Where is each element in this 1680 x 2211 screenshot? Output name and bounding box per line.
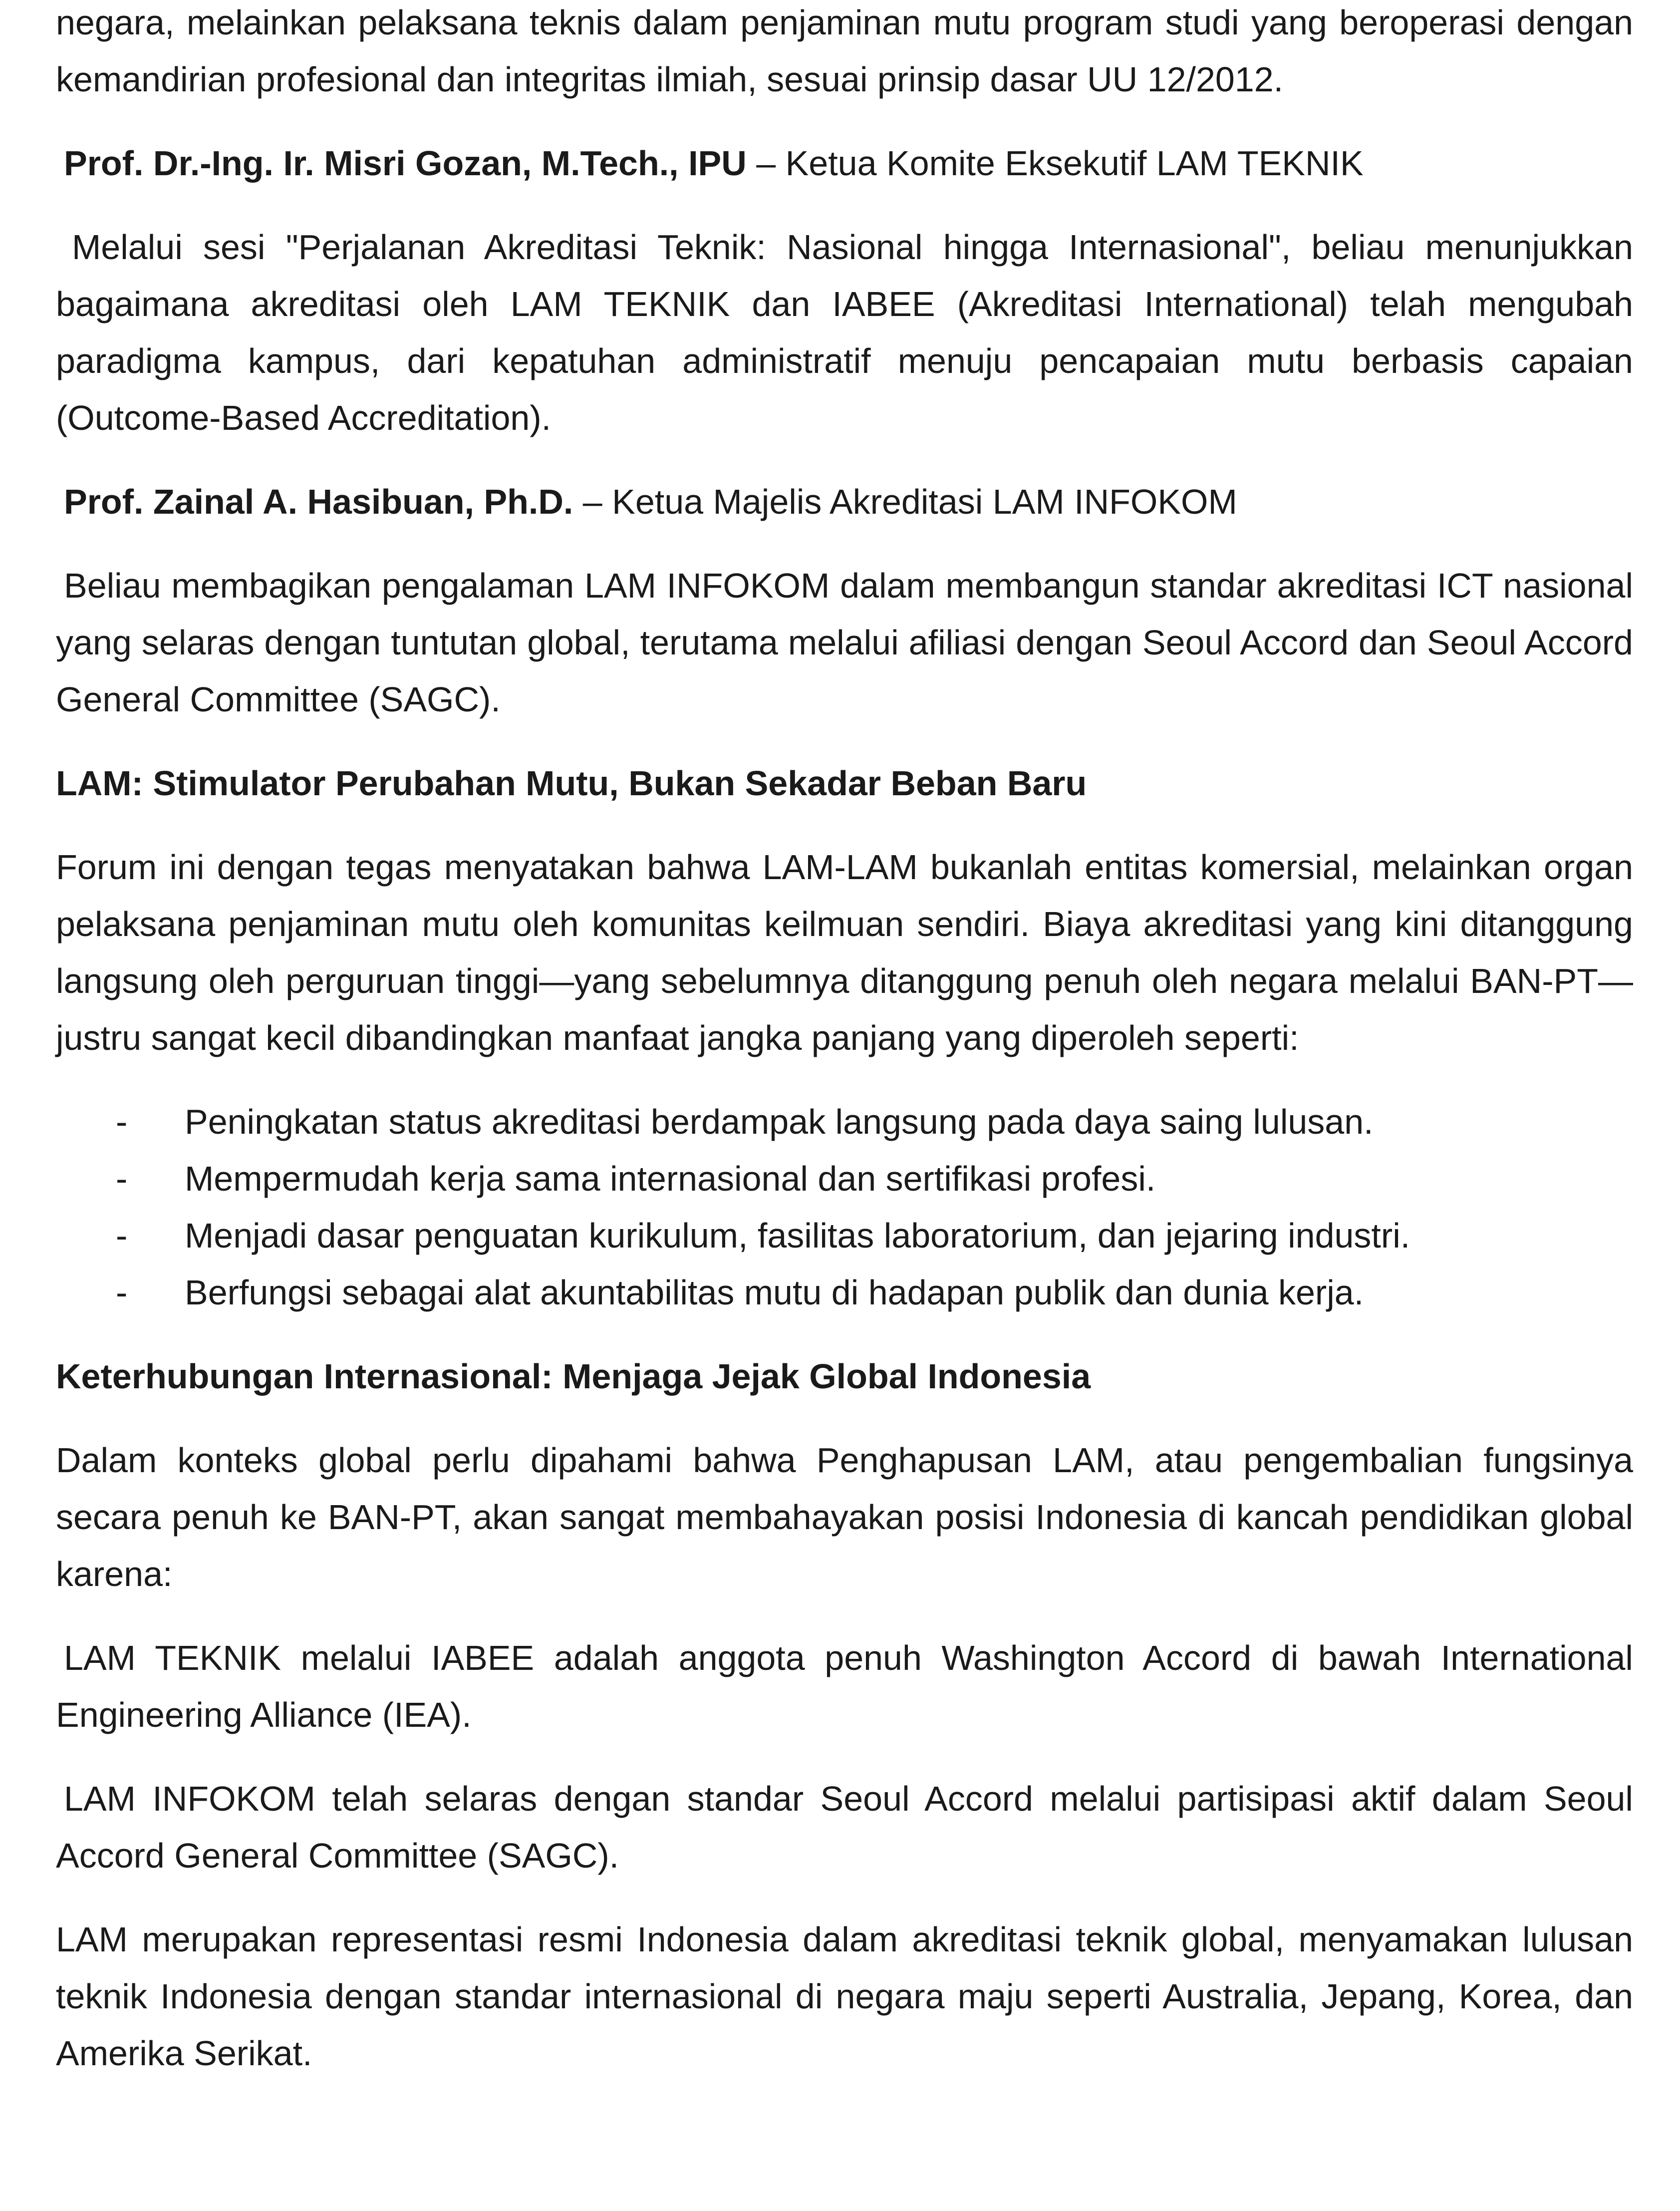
list-item-text: Menjadi dasar penguatan kurikulum, fasilitas laboratorium, dan jejaring industri.: [185, 1216, 1410, 1255]
bullet-dash: -: [116, 1216, 128, 1255]
international-point-2: LAM INFOKOM telah selaras dengan standar Seoul Accord melalui partisipasi aktif dalam Seoul Accord General Committee (SAGC).: [56, 1779, 1633, 1875]
list-item: [56, 1150, 1633, 1207]
list-item: [56, 1264, 1633, 1321]
article-page: [56, 0, 1633, 2082]
international-point-3: LAM merupakan representasi resmi Indonesia dalam akreditasi teknik global, menyamakan lulusan teknik Indonesia dengan standar internasional di negara maju seperti Australia, Jepang, Korea, dan Amerika Serikat.: [56, 1920, 1633, 2073]
section-2-paragraph: Dalam konteks global perlu dipahami bahwa Penghapusan LAM, atau pengembalian fungsinya secara penuh ke BAN-PT, akan sangat membahayakan posisi Indonesia di kancah pendidikan global karena:: [56, 1441, 1633, 1593]
speaker-1-line: [56, 135, 1633, 192]
international-point-1: LAM TEKNIK melalui IABEE adalah anggota penuh Washington Accord di bawah International Engineering Alliance (IEA).: [56, 1638, 1633, 1734]
section-1-heading: LAM: Stimulator Perubahan Mutu, Bukan Sekadar Beban Baru: [56, 764, 1087, 803]
bullet-dash: -: [116, 1273, 128, 1312]
list-item: [56, 1207, 1633, 1264]
speaker-2-role: – Ketua Majelis Akreditasi LAM INFOKOM: [573, 482, 1237, 521]
speaker-1-description: Melalui sesi "Perjalanan Akreditasi Teknik: Nasional hingga Internasional", beliau menunjukkan bagaimana akreditasi oleh LAM TEKNIK dan IABEE (Akreditasi International) telah mengubah paradigma kampus, dari kepatuhan administratif menuju pencapaian mutu berbasis capaian (Outcome-Based Accreditation).: [56, 228, 1633, 437]
intro-continuation-paragraph: negara, melainkan pelaksana teknis dalam penjaminan mutu program studi yang beroperasi dengan kemandirian profesional dan integritas ilmiah, sesuai prinsip dasar UU 12/2012.: [56, 3, 1633, 99]
list-item: [56, 1093, 1633, 1150]
list-item-text: Peningkatan status akreditasi berdampak langsung pada daya saing lulusan.: [185, 1102, 1374, 1141]
benefit-list: [56, 1093, 1633, 1321]
section-2-heading: Keterhubungan Internasional: Menjaga Jejak Global Indonesia: [56, 1357, 1091, 1396]
bullet-dash: -: [116, 1102, 128, 1141]
speaker-1-role: – Ketua Komite Eksekutif LAM TEKNIK: [746, 144, 1364, 183]
speaker-2-name: Prof. Zainal A. Hasibuan, Ph.D.: [64, 482, 573, 521]
speaker-1-name: Prof. Dr.-Ing. Ir. Misri Gozan, M.Tech., IPU: [64, 144, 747, 183]
list-item-text: Berfungsi sebagai alat akuntabilitas mutu di hadapan publik dan dunia kerja.: [185, 1273, 1364, 1312]
speaker-2-line: [56, 473, 1633, 530]
bullet-dash: -: [116, 1159, 128, 1198]
section-1-paragraph: Forum ini dengan tegas menyatakan bahwa LAM-LAM bukanlah entitas komersial, melainkan organ pelaksana penjaminan mutu oleh komunitas keilmuan sendiri. Biaya akreditasi yang kini ditanggung langsung oleh perguruan tinggi—yang sebelumnya ditanggung penuh oleh negara melalui BAN-PT—justru sangat kecil dibandingkan manfaat jangka panjang yang diperoleh seperti:: [56, 848, 1633, 1057]
list-item-text: Mempermudah kerja sama internasional dan sertifikasi profesi.: [185, 1159, 1156, 1198]
speaker-2-description: Beliau membagikan pengalaman LAM INFOKOM dalam membangun standar akreditasi ICT nasional yang selaras dengan tuntutan global, terutama melalui afiliasi dengan Seoul Accord dan Seoul Accord General Committee (SAGC).: [56, 566, 1633, 719]
